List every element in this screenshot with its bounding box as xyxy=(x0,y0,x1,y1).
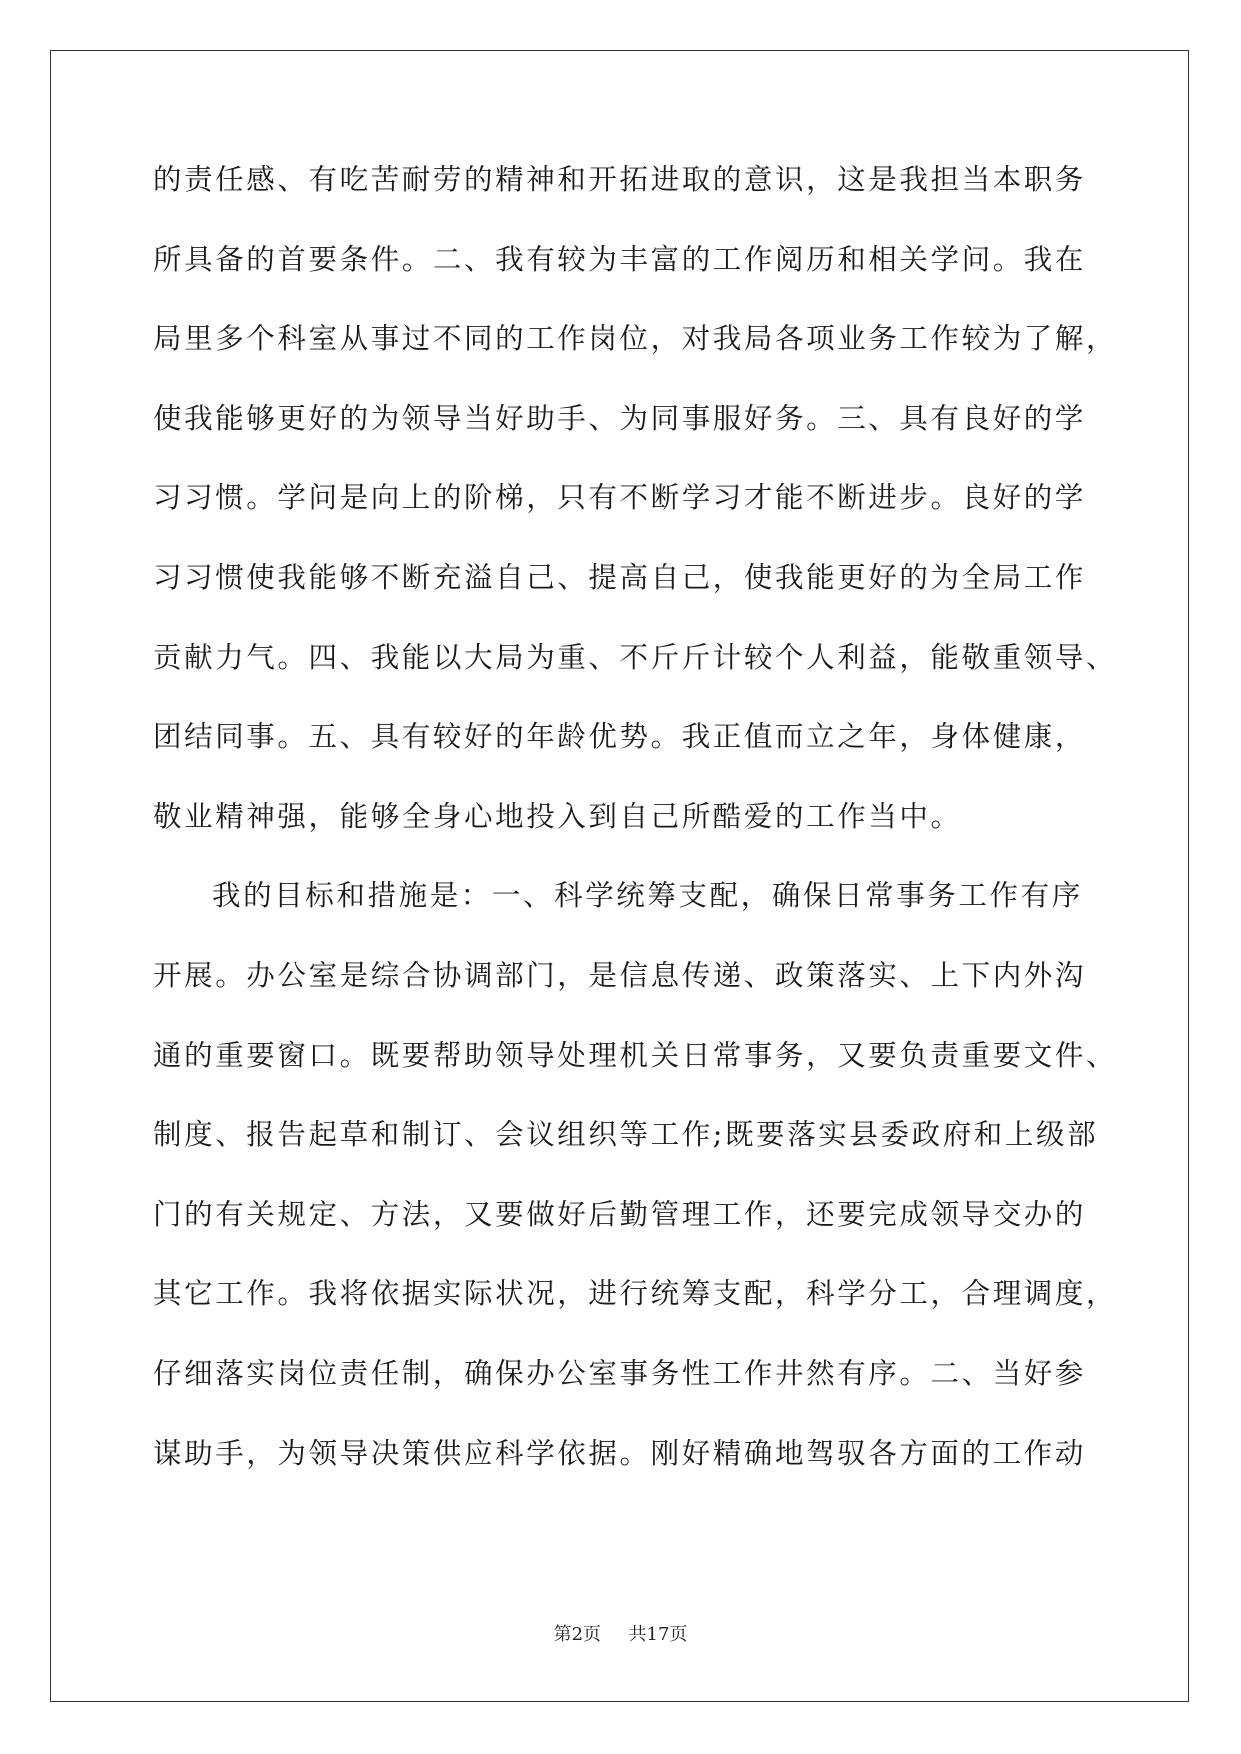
page-total: 共17页 xyxy=(628,1624,688,1645)
text-line: 通的重要窗口。既要帮助领导处理机关日常事务，又要负责重要文件、 xyxy=(153,1038,1118,1072)
text-line: 开展。办公室是综合协调部门，是信息传递、政策落实、上下内外沟 xyxy=(153,958,1087,992)
text-line: 贡献力气。四、我能以大局为重、不斤斤计较个人利益，能敬重领导、 xyxy=(153,640,1118,674)
paragraph-start-line: 我的目标和措施是：一、科学统筹支配，确保日常事务工作有序 xyxy=(212,879,1083,913)
text-line: 习习惯使我能够不断充溢自己、提高自己，使我能更好的为全局工作 xyxy=(153,560,1087,594)
text-line: 所具备的首要条件。二、我有较为丰富的工作阅历和相关学问。我在 xyxy=(153,242,1087,276)
text-line: 的责任感、有吃苦耐劳的精神和开拓进取的意识，这是我担当本职务 xyxy=(153,163,1087,196)
text-line: 门的有关规定、方法，又要做好后勤管理工作，还要完成领导交办的 xyxy=(153,1197,1087,1231)
document-body xyxy=(153,160,1118,1513)
text-line: 使我能够更好的为领导当好助手、为同事服好务。三、具有良好的学 xyxy=(153,401,1087,435)
page-footer xyxy=(0,1620,1241,1646)
text-line: 仔细落实岗位责任制，确保办公室事务性工作井然有序。二、当好参 xyxy=(153,1356,1087,1390)
page-number: 第2页 xyxy=(553,1624,602,1645)
text-line: 团结同事。五、具有较好的年龄优势。我正值而立之年，身体健康， xyxy=(153,720,1087,754)
text-line: 局里多个科室从事过不同的工作岗位，对我局各项业务工作较为了解， xyxy=(153,322,1118,356)
text-line: 习习惯。学问是向上的阶梯，只有不断学习才能不断进步。良好的学 xyxy=(153,481,1087,515)
text-line: 其它工作。我将依据实际状况，进行统筹支配，科学分工，合理调度， xyxy=(153,1277,1118,1311)
text-line: 谋助手，为领导决策供应科学依据。刚好精确地驾驭各方面的工作动 xyxy=(153,1436,1087,1470)
text-line: 敬业精神强，能够全身心地投入到自己所酷爱的工作当中。 xyxy=(153,799,962,833)
text-line: 制度、报告起草和制订、会议组织等工作;既要落实县委政府和上级部 xyxy=(153,1118,1099,1152)
